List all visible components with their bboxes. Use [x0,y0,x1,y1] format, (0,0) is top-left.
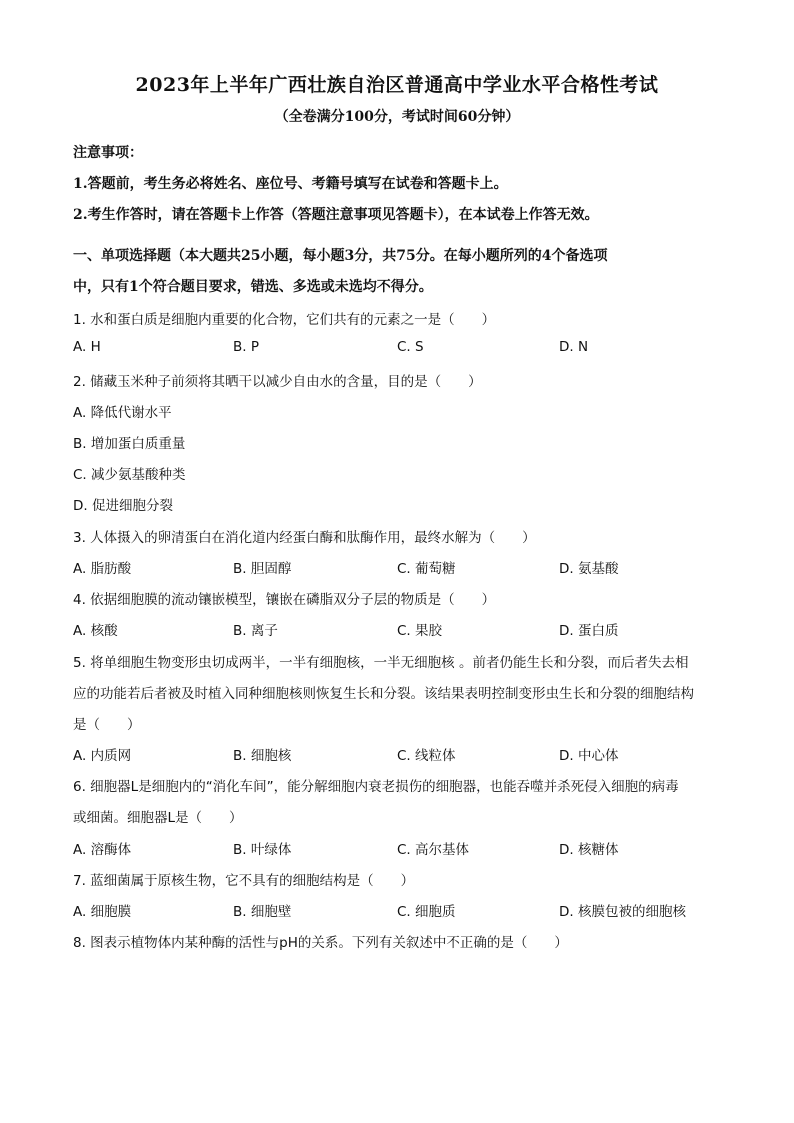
notice-item: 2.考生作答时，请在答题卡上作答（答题注意事项见答题卡），在本试卷上作答无效。 [73,207,599,223]
question-stem: 1. 水和蛋白质是细胞内重要的化合物，它们共有的元素之一是（ ） [73,312,496,328]
option-a: A. 溶酶体 [73,842,132,858]
question-stem-cont: 是（ ） [73,717,141,733]
question-stem: 5. 将单细胞生物变形虫切成两半，一半有细胞核，一半无细胞核 。前者仍能生长和分裂，而后者失去相 [73,655,689,671]
option-a: A. 细胞膜 [73,904,132,920]
option-b: B. 叶绿体 [233,842,292,858]
option-a: A. 脂肪酸 [73,561,132,577]
option-c: C. 葡萄糖 [397,561,456,577]
section-heading: 一、单项选择题（本大题共25小题，每小题3分，共75分。在每小题所列的4个备选项 [73,248,608,264]
option-a: A. H [73,339,101,355]
option-b: B. 胆固醇 [233,561,292,577]
exam-subtitle: （全卷满分100分，考试时间60分钟） [274,109,520,125]
question-stem-cont: 或细菌。细胞器L是（ ） [73,810,243,826]
question-stem: 2. 储藏玉米种子前须将其晒干以减少自由水的含量，目的是（ ） [73,374,482,390]
option-c: C. 果胶 [397,623,443,639]
question-stem: 6. 细胞器L是细胞内的“消化车间”，能分解细胞内衰老损伤的细胞器，也能吞噬并杀死侵入细胞的病毒 [73,779,679,795]
option-d: D. 核糖体 [559,842,619,858]
notice-item: 1.答题前，考生务必将姓名、座位号、考籍号填写在试卷和答题卡上。 [73,176,508,192]
option-c: C. 细胞质 [397,904,456,920]
notice-heading: 注意事项： [73,145,143,161]
question-stem: 8. 图表示植物体内某种酶的活性与pH的关系。下列有关叙述中不正确的是（ ） [73,935,568,951]
question-stem-cont: 应的功能若后者被及时植入同种细胞核则恢复生长和分裂。该结果表明控制变形虫生长和分裂的细胞结构 [73,686,694,702]
option-c: C. 减少氨基酸种类 [73,467,186,483]
option-b: B. 离子 [233,623,278,639]
option-c: C. 线粒体 [397,748,456,764]
option-b: B. P [233,339,259,355]
option-b: B. 细胞核 [233,748,292,764]
question-stem: 4. 依据细胞膜的流动镶嵌模型，镶嵌在磷脂双分子层的物质是（ ） [73,592,496,608]
option-d: D. 氨基酸 [559,561,619,577]
option-a: A. 内质网 [73,748,132,764]
option-c: C. S [397,339,424,355]
option-b: B. 细胞壁 [233,904,292,920]
exam-title: 2023年上半年广西壮族自治区普通高中学业水平合格性考试 [135,74,659,96]
option-c: C. 高尔基体 [397,842,470,858]
option-d: D. 核膜包被的细胞核 [559,904,686,920]
question-stem: 7. 蓝细菌属于原核生物，它不具有的细胞结构是（ ） [73,873,415,889]
option-d: D. N [559,339,589,355]
option-a: A. 降低代谢水平 [73,405,172,421]
option-b: B. 增加蛋白质重量 [73,436,186,452]
option-d: D. 蛋白质 [559,623,619,639]
option-a: A. 核酸 [73,623,118,639]
option-d: D. 中心体 [559,748,619,764]
option-d: D. 促进细胞分裂 [73,498,173,514]
section-heading-cont: 中，只有1个符合题目要求，错选、多选或未选均不得分。 [73,279,433,295]
question-stem: 3. 人体摄入的卵清蛋白在消化道内经蛋白酶和肽酶作用，最终水解为（ ） [73,530,536,546]
